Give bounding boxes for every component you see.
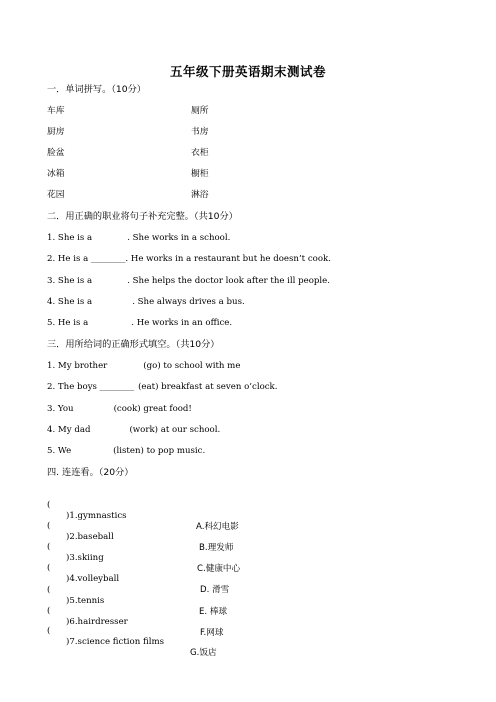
page-title: 五年级下册英语期末测试卷: [169, 64, 326, 79]
answer-paren: (: [47, 585, 51, 595]
question-suffix: . She works in a school.: [127, 233, 231, 243]
match-term-en: )3.skiing: [66, 553, 104, 563]
match-term-cn: F.网球: [200, 628, 224, 638]
question-suffix: . He works in an office.: [131, 318, 233, 328]
section-2-heading: 二．用正确的职业将句子补充完整。（共10分）: [47, 211, 238, 222]
question-prefix: 5. He is a: [47, 318, 89, 328]
answer-paren: (: [47, 521, 51, 531]
vocab-word: 书房: [191, 127, 209, 137]
section-3-heading: 三．用所给词的正确形式填空。（共10分）: [47, 339, 220, 350]
match-term-en: )4.volleyball: [66, 574, 120, 584]
question-prefix: 3. You: [47, 404, 74, 414]
match-term-cn: C.健康中心: [197, 564, 241, 574]
question-suffix: (eat) breakfast at seven o’clock.: [138, 382, 278, 392]
question-line: [47, 297, 245, 308]
vocab-word: 衣柜: [191, 148, 209, 158]
match-term-en: )5.tennis: [66, 596, 105, 606]
match-term-en: )2.baseball: [66, 532, 114, 542]
question-prefix: 5. We: [47, 446, 72, 456]
match-term-cn: E. 棒球: [199, 607, 228, 617]
question-prefix: 1. She is a: [47, 233, 93, 243]
answer-paren: (: [47, 606, 51, 616]
question-prefix: 1. My brother: [47, 361, 108, 371]
question-line: [47, 382, 278, 393]
answer-paren: (: [47, 626, 51, 636]
match-term-en: )1.gymnastics: [66, 511, 127, 521]
question-suffix: (work) at our school.: [129, 425, 221, 435]
vocab-word: 淋浴: [191, 190, 209, 200]
vocab-word: 冰箱: [47, 169, 65, 179]
answer-paren: (: [47, 542, 51, 552]
question-suffix: . She always drives a bus.: [132, 297, 245, 307]
question-line: [47, 318, 232, 329]
match-term-cn: B.理发师: [199, 543, 234, 553]
answer-paren: (: [47, 563, 51, 573]
question-line: [47, 276, 330, 287]
question-line: [47, 254, 331, 265]
question-line: [47, 361, 240, 372]
vocab-word: 脸盆: [47, 148, 65, 158]
vocab-word: 车库: [47, 106, 65, 116]
question-suffix: (cook) great food!: [113, 404, 192, 414]
match-term-cn: G.饭店: [190, 648, 217, 658]
question-line: [47, 446, 205, 457]
vocab-word: 橱柜: [191, 169, 209, 179]
question-prefix: 4. My dad: [47, 425, 91, 435]
match-term-cn: D. 滑雪: [200, 585, 230, 595]
answer-paren: (: [47, 500, 51, 510]
vocab-word: 花园: [47, 190, 65, 200]
match-row: [0, 615, 496, 670]
vocab-word: 厨房: [47, 127, 65, 137]
vocab-word: 厕所: [191, 106, 209, 116]
question-prefix: 3. She is a: [47, 276, 93, 286]
question-line: [47, 404, 192, 415]
question-suffix: (go) to school with me: [143, 361, 241, 371]
question-suffix: . She helps the doctor look after the ill people.: [127, 276, 330, 286]
match-term-cn: A.科幻电影: [196, 522, 239, 532]
question-line: [47, 233, 230, 244]
question-suffix: (listen) to pop music.: [113, 446, 206, 456]
match-term-en: )7.science fiction films: [66, 637, 165, 647]
question-suffix: . He works in a restaurant but he doesn’t cook.: [125, 254, 331, 264]
section-4-heading: 四. 连连看。（20分）: [47, 467, 134, 478]
question-prefix: 2. The boys ________: [47, 382, 135, 392]
question-prefix: 4. She is a: [47, 297, 93, 307]
match-term-en: )6.hairdresser: [66, 617, 128, 627]
section-1-heading: 一．单词拼写。（10分）: [47, 84, 146, 95]
question-line: [47, 425, 220, 436]
question-prefix: 2. He is a ________: [47, 254, 126, 264]
